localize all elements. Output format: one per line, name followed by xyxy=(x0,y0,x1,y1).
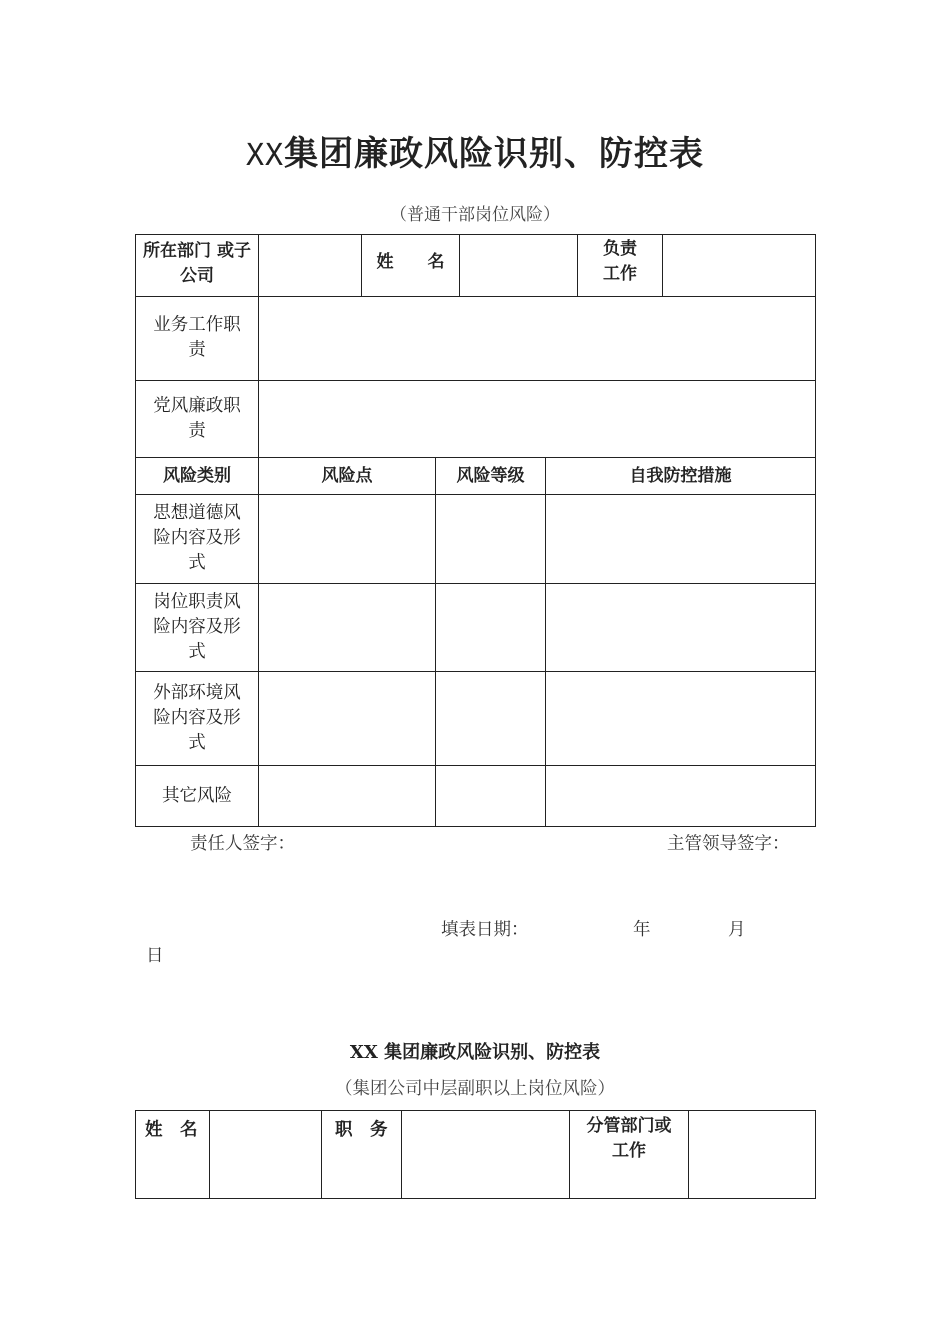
business-duty-label: 业务工作职责 xyxy=(153,315,241,360)
party-duty-field[interactable] xyxy=(260,382,814,455)
department-label: 所在部门 或子公司 xyxy=(143,241,251,286)
row-divider xyxy=(135,296,816,297)
col-divider xyxy=(321,1110,322,1199)
col-divider xyxy=(545,457,546,827)
col-divider xyxy=(662,234,663,296)
risk-row-label: 外部环境风险内容及形式 xyxy=(153,682,241,753)
name-field[interactable] xyxy=(211,1112,320,1197)
page-subtitle: （普通干部岗位风险） xyxy=(390,205,560,225)
col-divider xyxy=(401,1110,402,1199)
col-divider xyxy=(361,234,362,296)
col-divider xyxy=(435,457,436,827)
position-field[interactable] xyxy=(403,1112,568,1197)
position-label: 职 务 xyxy=(335,1120,388,1140)
department-field[interactable] xyxy=(260,236,360,294)
name-label: 姓 名 xyxy=(376,251,445,272)
col-divider xyxy=(209,1110,210,1199)
col-divider xyxy=(569,1110,570,1199)
row-divider xyxy=(135,457,816,458)
duty-label: 负责工作 xyxy=(603,239,637,284)
name-field[interactable] xyxy=(461,236,576,294)
dept-field[interactable] xyxy=(690,1112,814,1197)
fill-date-label: 填表日期： xyxy=(441,920,529,940)
leader-sign-label: 主管领导签字： xyxy=(667,834,790,854)
dept-label: 分管部门或工作 xyxy=(586,1116,672,1161)
title-prefix: XX xyxy=(245,138,285,173)
year-label: 年 xyxy=(633,920,651,940)
duty-field[interactable] xyxy=(664,236,814,294)
col-divider xyxy=(577,234,578,296)
col-header-risk-point: 风险点 xyxy=(321,465,373,486)
second-form-title: XX 集团廉政风险识别、防控表 xyxy=(349,1042,601,1063)
row-divider xyxy=(135,671,816,672)
second-form-subtitle: （集团公司中层副职以上岗位风险） xyxy=(335,1079,615,1099)
risk-row-label: 岗位职责风险内容及形式 xyxy=(153,591,241,662)
risk-row-label: 其它风险 xyxy=(162,785,232,806)
party-duty-label: 党风廉政职责 xyxy=(153,395,241,441)
business-duty-field[interactable] xyxy=(260,298,814,378)
col-divider xyxy=(258,234,259,827)
title-main: 集团廉政风险识别、防控表 xyxy=(284,134,705,174)
responsible-sign-label: 责任人签字： xyxy=(190,834,295,854)
risk-row-label: 思想道德风险内容及形式 xyxy=(153,503,241,573)
page-title xyxy=(0,126,950,175)
day-label: 日 xyxy=(146,946,164,966)
name-label: 姓 名 xyxy=(145,1120,198,1140)
col-header-risk-type: 风险类别 xyxy=(163,465,231,486)
month-label: 月 xyxy=(728,920,746,940)
col-header-risk-level: 风险等级 xyxy=(456,465,525,486)
col-divider xyxy=(688,1110,689,1199)
row-divider xyxy=(135,380,816,381)
row-divider xyxy=(135,583,816,584)
row-divider xyxy=(135,494,816,495)
row-divider xyxy=(135,765,816,766)
col-header-control-measures: 自我防控措施 xyxy=(629,465,732,486)
col-divider xyxy=(459,234,460,296)
